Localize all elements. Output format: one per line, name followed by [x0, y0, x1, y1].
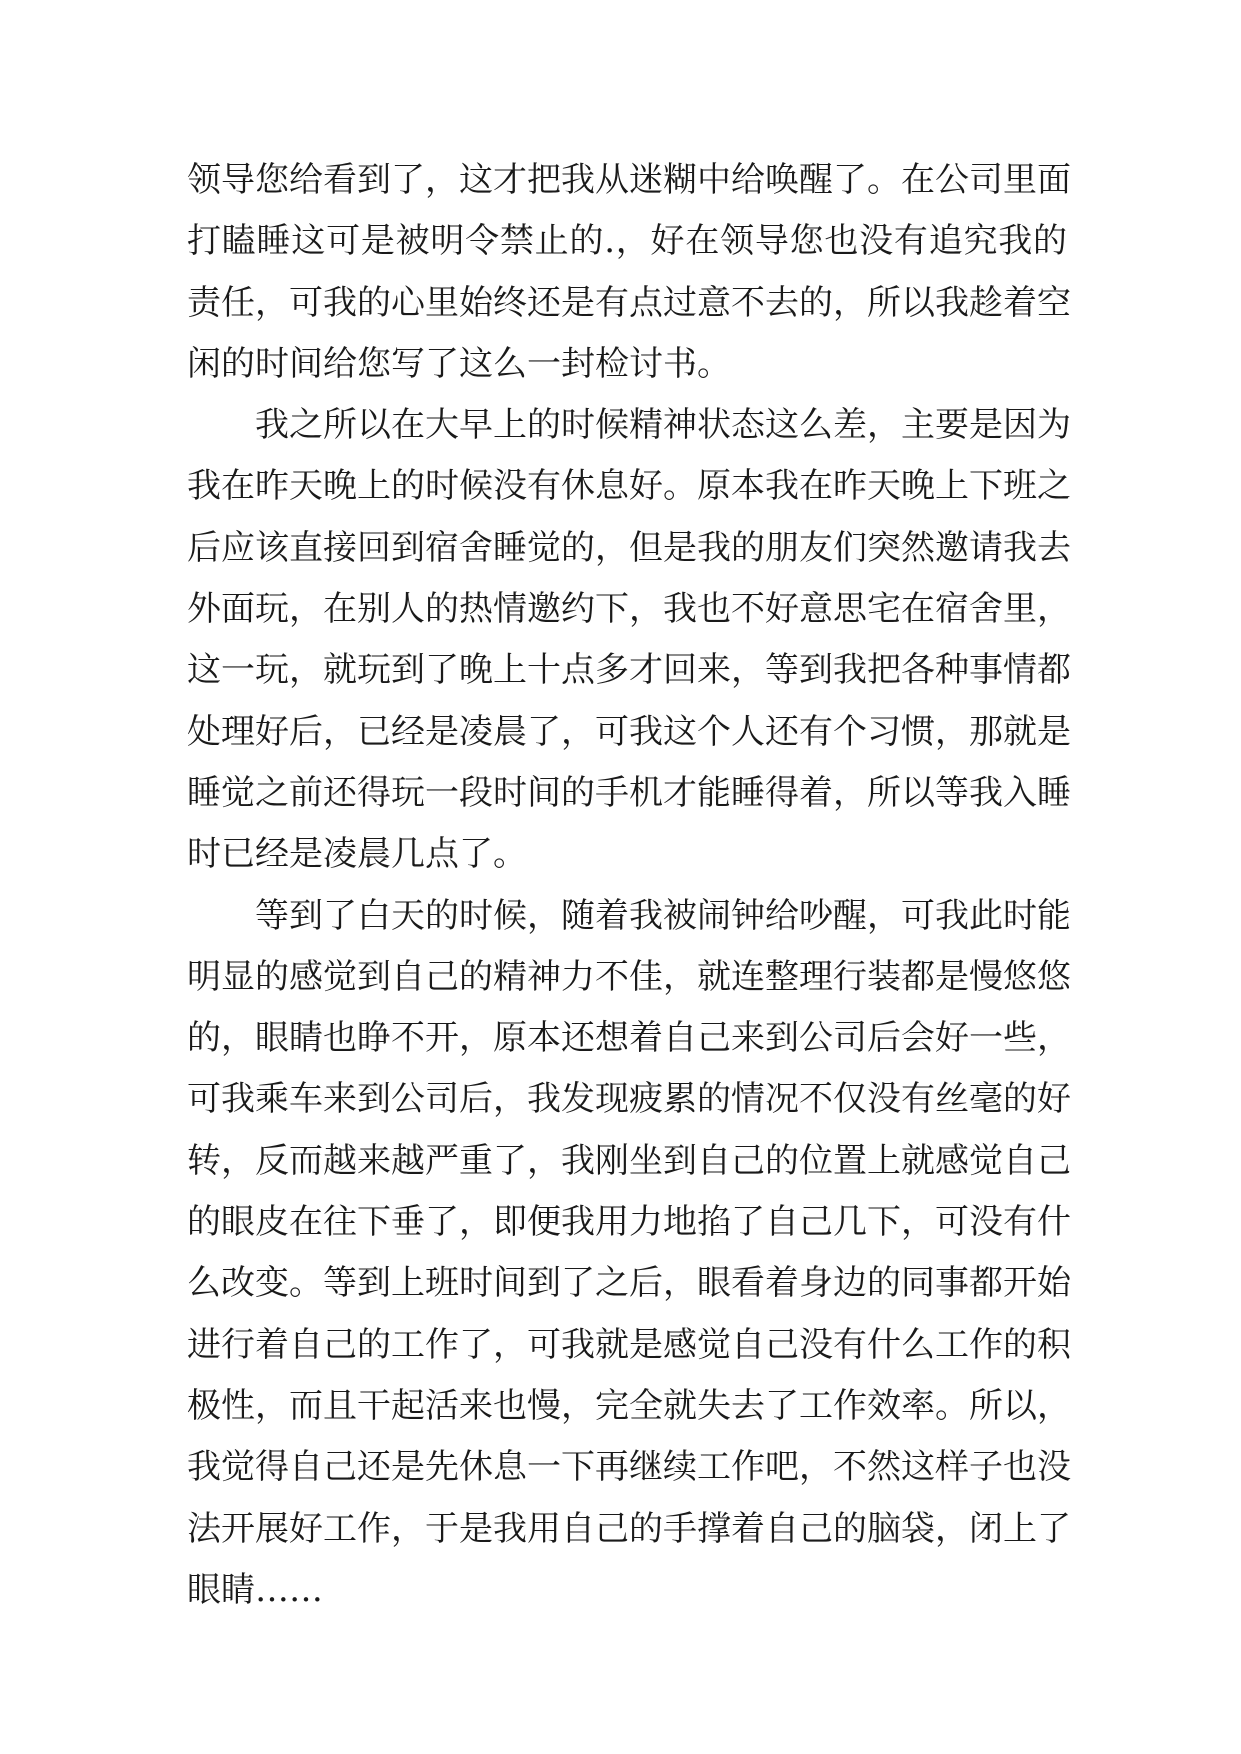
text-line: 等到了白天的时候，随着我被闹钟给吵醒，可我此时能 — [255, 895, 1071, 936]
paragraph — [187, 395, 1071, 885]
text-line: 闲的时间给您写了这么一封检讨书。 — [187, 343, 731, 384]
text-line: 我在昨天晚上的时候没有休息好。原本我在昨天晚上下班之 — [187, 466, 1071, 507]
text-line: 外面玩，在别人的热情邀约下，我也不好意思宅在宿舍里， — [187, 589, 1071, 630]
text-line: 的，眼睛也睁不开，原本还想着自己来到公司后会好一些， — [187, 1018, 1071, 1059]
text-line: 处理好后，已经是凌晨了，可我这个人还有个习惯，那就是 — [187, 711, 1071, 752]
text-line: 我之所以在大早上的时候精神状态这么差，主要是因为 — [255, 405, 1071, 446]
text-line: 睡觉之前还得玩一段时间的手机才能睡得着，所以等我入睡 — [187, 772, 1071, 813]
text-line: 可我乘车来到公司后，我发现疲累的情况不仅没有丝毫的好 — [187, 1079, 1071, 1120]
text-line: 领导您给看到了，这才把我从迷糊中给唤醒了。在公司里面 — [187, 160, 1071, 200]
document-body — [187, 150, 1071, 1621]
text-line: 进行着自己的工作了，可我就是感觉自己没有什么工作的积 — [187, 1324, 1071, 1365]
text-line: 我觉得自己还是先休息一下再继续工作吧，不然这样子也没 — [187, 1447, 1071, 1488]
text-line: 明显的感觉到自己的精神力不佳，就连整理行装都是慢悠悠 — [187, 956, 1071, 997]
text-line: 的眼皮在往下垂了，即便我用力地掐了自己几下，可没有什 — [187, 1202, 1071, 1243]
text-line: 法开展好工作，于是我用自己的手撑着自己的脑袋，闭上了 — [187, 1508, 1071, 1549]
text-line: 后应该直接回到宿舍睡觉的，但是我的朋友们突然邀请我去 — [187, 527, 1071, 568]
text-line: 责任，可我的心里始终还是有点过意不去的，所以我趁着空 — [187, 282, 1071, 323]
text-line: 时已经是凌晨几点了。 — [187, 834, 527, 875]
text-line: 转，反而越来越严重了，我刚坐到自己的位置上就感觉自己 — [187, 1140, 1071, 1181]
paragraph — [187, 886, 1071, 1622]
paragraph — [187, 150, 1071, 395]
text-line: 这一玩，就玩到了晚上十点多才回来，等到我把各种事情都 — [187, 650, 1071, 691]
text-line: 眼睛…… — [187, 1569, 323, 1610]
text-line: 极性，而且干起活来也慢，完全就失去了工作效率。所以， — [187, 1385, 1071, 1426]
text-line: 打瞌睡这可是被明令禁止的.，好在领导您也没有追究我的 — [187, 221, 1067, 262]
text-line: 么改变。等到上班时间到了之后，眼看着身边的同事都开始 — [187, 1263, 1071, 1304]
